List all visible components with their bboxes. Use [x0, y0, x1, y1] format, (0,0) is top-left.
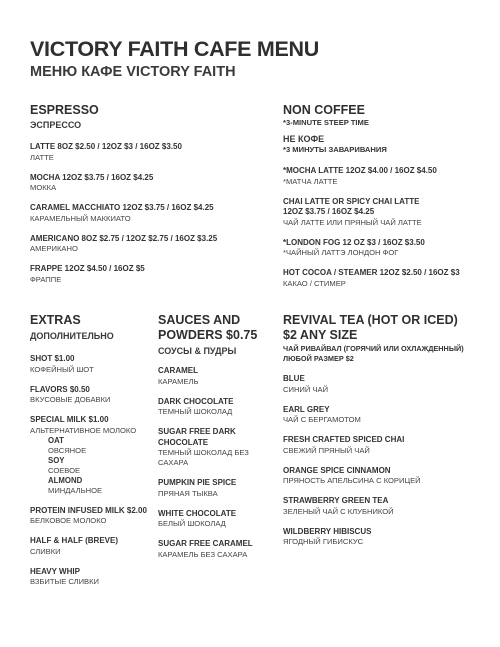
item-translation: СИНИЙ ЧАЙ [283, 384, 329, 394]
item-name: EARL GREY [283, 404, 330, 414]
menu-item [283, 435, 493, 456]
item-translation: БЕЛЫЙ ШОКОЛАД [158, 519, 226, 528]
section-title: SAUCES AND [158, 313, 241, 327]
menu-item [30, 173, 270, 194]
option-translation: ОВСЯНОЕ [48, 445, 87, 455]
section-title-price: POWDERS $0.75 [158, 328, 258, 342]
item-translation: АЛЬТЕРНАТИВНОЕ МОЛОКО [30, 425, 137, 435]
menu-item [30, 567, 155, 588]
menu-item [283, 238, 488, 259]
menu-item [30, 415, 155, 496]
item-translation: ЛАТТЕ [30, 152, 54, 162]
item-translation: КОФЕЙНЫЙ ШОТ [30, 364, 94, 374]
menu-item [283, 496, 493, 517]
sauces-section [158, 313, 278, 560]
option-translation: МИНДАЛЬНОЕ [48, 485, 103, 495]
section-title: REVIVAL TEA (HOT OR ICED) [283, 313, 458, 327]
item-name: STRAWBERRY GREEN TEA [283, 496, 389, 505]
milk-options [48, 436, 155, 496]
section-subtitle: ЭСПРЕССО [30, 120, 82, 130]
item-translation: МОККА [30, 183, 57, 192]
option-translation: СОЕВОЕ [48, 465, 81, 475]
item-name-line2: CHOCOLATE [158, 437, 209, 447]
item-name: SUGAR FREE DARK [158, 427, 236, 436]
section-subtitle: СОУСЫ & ПУДРЫ [158, 346, 237, 356]
extras-section [30, 313, 155, 587]
item-name: AMERICANO 8OZ $2.75 / 12OZ $2.75 / 16OZ $3.25 [30, 233, 218, 243]
item-translation: ПРЯНОСТЬ АПЕЛЬСИНА С КОРИЦЕЙ [283, 476, 421, 485]
item-name: CARAMEL MACCHIATO 12OZ $3.75 / 16OZ $4.25 [30, 203, 214, 212]
item-translation: АМЕРИКАНО [30, 244, 78, 253]
menu-item [30, 536, 155, 557]
item-name: FRESH CRAFTED SPICED CHAI [283, 435, 405, 444]
item-translation: СЛИВКИ [30, 546, 61, 556]
menu-item [158, 539, 278, 560]
section-subtitle: ЧАЙ РИВАЙВАЛ (ГОРЯЧИЙ ИЛИ ОХЛАЖДЕННЫЙ) [283, 344, 464, 353]
menu-item [30, 354, 155, 375]
menu-item [30, 234, 270, 255]
menu-item [158, 397, 278, 418]
menu-item [158, 427, 278, 468]
option-name: SOY [48, 455, 65, 465]
menu-item [283, 197, 488, 228]
item-name: MOCHA 12OZ $3.75 / 16OZ $4.25 [30, 172, 154, 182]
item-translation: БЕЛКОВОЕ МОЛОКО [30, 516, 107, 525]
menu-title: VICTORY FAITH CAFE MENU [30, 37, 319, 61]
menu-item [283, 466, 493, 487]
section-subtitle-price: ЛЮБОЙ РАЗМЕР $2 [283, 354, 354, 363]
item-name: FRAPPE 12OZ $4.50 / 16OZ $5 [30, 264, 145, 273]
item-name: SPECIAL MILK $1.00 [30, 415, 109, 424]
item-translation: *МАТЧА ЛАТТЕ [283, 176, 338, 186]
item-name: SHOT $1.00 [30, 354, 75, 363]
menu-item [283, 268, 488, 289]
item-translation: КАРАМЕЛЬ БЕЗ САХАРА [158, 549, 248, 559]
section-title: ESPRESSO [30, 103, 99, 117]
item-translation: КАРАМЕЛЬНЫЙ МАККИАТО [30, 213, 131, 223]
item-name: HOT COCOA / STEAMER 12OZ $2.50 / 16OZ $3 [283, 268, 460, 277]
item-translation: ЗЕЛЕНЫЙ ЧАЙ С КЛУБНИКОЙ [283, 506, 394, 516]
option-name: OAT [48, 435, 64, 445]
item-translation: ТЕМНЫЙ ШОКОЛАД БЕЗ [158, 448, 249, 457]
item-name: SUGAR FREE CARAMEL [158, 539, 253, 548]
menu-item [283, 374, 493, 395]
item-translation: СВЕЖИЙ ПРЯНЫЙ ЧАЙ [283, 445, 370, 455]
item-translation: КАРАМЕЛЬ [158, 376, 199, 386]
item-name: PUMPKIN PIE SPICE [158, 478, 237, 487]
section-note: *3-MINUTE STEEP TIME [283, 118, 369, 127]
item-price: 12OZ $3.75 / 16OZ $4.25 [283, 207, 375, 216]
item-translation: ЧАЙ С БЕРГАМОТОМ [283, 415, 361, 424]
item-name: ORANGE SPICE CINNAMON [283, 465, 391, 475]
item-name: *MOCHA LATTE 12OZ $4.00 / 16OZ $4.50 [283, 166, 437, 175]
item-name: HALF & HALF (BREVE) [30, 536, 118, 545]
menu-item [158, 366, 278, 387]
menu-item [283, 405, 493, 426]
non-coffee-section [283, 103, 488, 289]
item-name: DARK CHOCOLATE [158, 396, 234, 406]
menu-item [158, 478, 278, 499]
menu-item [30, 506, 155, 527]
section-title: EXTRAS [30, 313, 81, 327]
revival-tea-section [283, 313, 493, 547]
section-note-translation: *3 МИНУТЫ ЗАВАРИВАНИЯ [283, 145, 387, 154]
menu-item [30, 264, 270, 285]
item-name: FLAVORS $0.50 [30, 384, 90, 394]
espresso-section [30, 103, 270, 285]
item-translation: ВКУСОВЫЕ ДОБАВКИ [30, 395, 111, 404]
item-translation-line2: САХАРА [158, 458, 189, 467]
item-name: WILDBERRY HIBISCUS [283, 526, 372, 536]
item-name: LATTE 8OZ $2.50 / 12OZ $3 / 16OZ $3.50 [30, 142, 182, 151]
item-translation: *ЧАЙНЫЙ ЛАТТЭ ЛОНДОН ФОГ [283, 248, 399, 257]
item-translation: ПРЯНАЯ ТЫКВА [158, 488, 218, 498]
item-translation: ВЗБИТЫЕ СЛИВКИ [30, 577, 99, 586]
item-name: WHITE CHOCOLATE [158, 508, 237, 518]
item-translation: КАКАО / СТИМЕР [283, 278, 346, 288]
item-translation: ТЕМНЫЙ ШОКОЛАД [158, 407, 233, 416]
menu-item [283, 527, 493, 548]
item-name: CARAMEL [158, 366, 198, 375]
item-name: PROTEIN INFUSED MILK $2.00 [30, 505, 147, 515]
menu-item [283, 166, 488, 187]
section-title: NON COFFEE [283, 103, 365, 117]
option-name: ALMOND [48, 475, 83, 485]
menu-subtitle-russian: МЕНЮ КАФЕ VICTORY FAITH [30, 64, 236, 80]
item-translation: ФРАППЕ [30, 274, 62, 284]
menu-item [158, 509, 278, 530]
item-name: HEAVY WHIP [30, 566, 80, 576]
item-translation: ЯГОДНЫЙ ГИБИСКУС [283, 537, 364, 546]
menu-item [30, 203, 270, 224]
item-name: CHAI LATTE OR SPICY CHAI LATTE [283, 196, 420, 206]
item-translation: ЧАЙ ЛАТТЕ ИЛИ ПРЯНЫЙ ЧАЙ ЛАТТЕ [283, 217, 422, 227]
section-subtitle: ДОПОЛНИТЕЛЬНО [30, 331, 114, 341]
item-name: BLUE [283, 374, 305, 383]
menu-item [30, 385, 155, 406]
section-subtitle: НЕ КОФЕ [283, 134, 325, 144]
menu-item [30, 142, 270, 163]
section-title-price: $2 ANY SIZE [283, 328, 358, 342]
item-name: *LONDON FOG 12 OZ $3 / 16OZ $3.50 [283, 237, 425, 247]
